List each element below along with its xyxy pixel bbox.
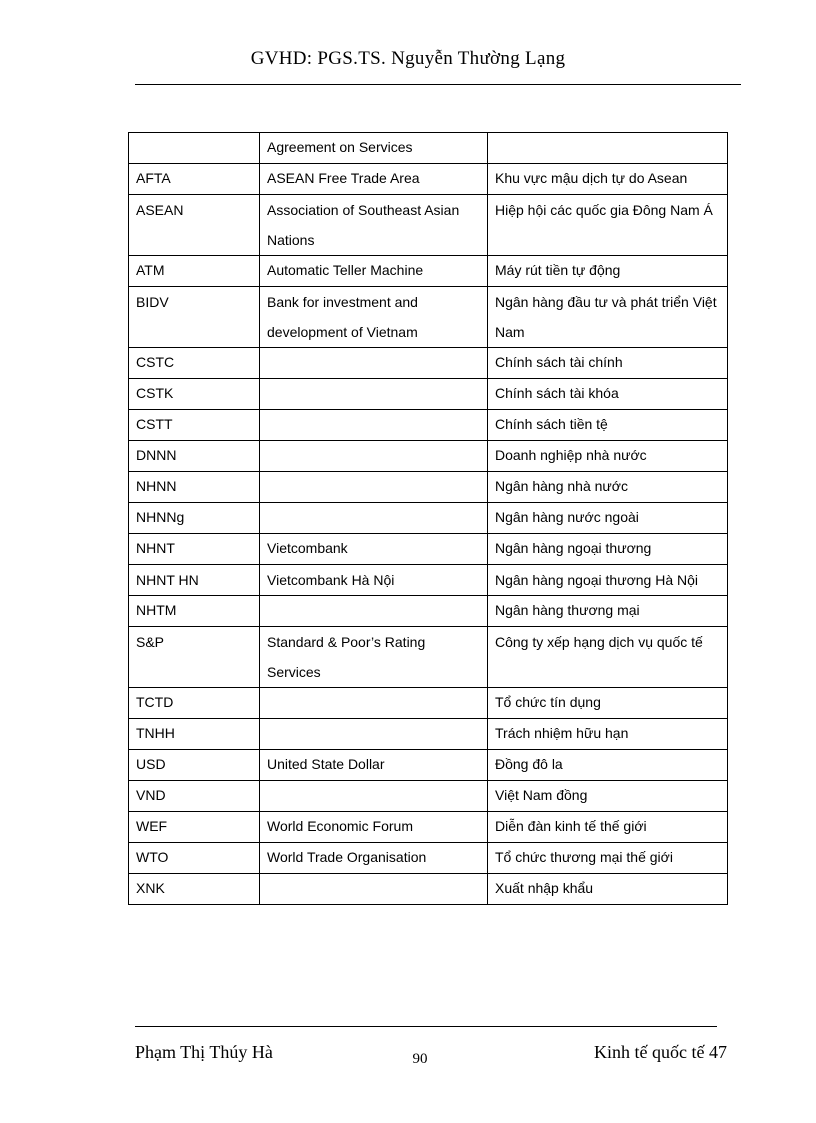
vietnamese-cell: Ngân hàng ngoại thương Hà Nội	[488, 565, 728, 596]
table-row	[129, 133, 728, 164]
table-row	[129, 812, 728, 843]
vietnamese-cell: Tổ chức tín dụng	[488, 688, 728, 719]
abbr-cell: TCTD	[129, 688, 260, 719]
english-cell	[260, 441, 488, 472]
abbr-cell: NHNNg	[129, 503, 260, 534]
english-cell: Association of Southeast Asian Nations	[260, 195, 488, 256]
abbr-cell: CSTT	[129, 410, 260, 441]
footer-class: Kinh tế quốc tế 47	[594, 1042, 727, 1062]
vietnamese-cell: Hiệp hội các quốc gia Đông Nam Á	[488, 195, 728, 256]
vietnamese-cell: Chính sách tài chính	[488, 348, 728, 379]
vietnamese-cell: Tổ chức thương mại thế giới	[488, 843, 728, 874]
table-row	[129, 164, 728, 195]
abbr-cell: ATM	[129, 256, 260, 287]
vietnamese-cell: Máy rút tiền tự động	[488, 256, 728, 287]
english-cell: Bank for investment and development of Vietnam	[260, 287, 488, 348]
english-cell: ASEAN Free Trade Area	[260, 164, 488, 195]
vietnamese-cell: Khu vực mậu dịch tự do Asean	[488, 164, 728, 195]
abbreviation-table	[128, 132, 728, 905]
table-row	[129, 750, 728, 781]
table-row	[129, 627, 728, 688]
table-row	[129, 348, 728, 379]
page-header-title: GVHD: PGS.TS. Nguyễn Thường Lạng	[250, 48, 566, 69]
footer-divider	[135, 1026, 717, 1027]
vietnamese-cell: Ngân hàng nước ngoài	[488, 503, 728, 534]
vietnamese-cell: Ngân hàng đầu tư và phát triển Việt Nam	[488, 287, 728, 348]
abbr-cell: ASEAN	[129, 195, 260, 256]
table-row	[129, 534, 728, 565]
table-row	[129, 287, 728, 348]
english-cell: Automatic Teller Machine	[260, 256, 488, 287]
vietnamese-cell: Việt Nam đồng	[488, 781, 728, 812]
abbr-cell: TNHH	[129, 719, 260, 750]
abbr-cell: WEF	[129, 812, 260, 843]
abbr-cell: XNK	[129, 874, 260, 905]
english-cell: Vietcombank	[260, 534, 488, 565]
vietnamese-cell: Chính sách tiền tệ	[488, 410, 728, 441]
header-divider	[135, 84, 741, 85]
vietnamese-cell	[488, 133, 728, 164]
page-number: 90	[412, 1051, 428, 1067]
table-row	[129, 781, 728, 812]
english-cell	[260, 472, 488, 503]
abbr-cell: AFTA	[129, 164, 260, 195]
abbr-cell: S&P	[129, 627, 260, 688]
vietnamese-cell: Doanh nghiệp nhà nước	[488, 441, 728, 472]
english-cell: Standard & Poor’s Rating Services	[260, 627, 488, 688]
vietnamese-cell: Ngân hàng nhà nước	[488, 472, 728, 503]
table-row	[129, 596, 728, 627]
table-row	[129, 719, 728, 750]
footer-author: Phạm Thị Thúy Hà	[135, 1042, 273, 1062]
table-row	[129, 410, 728, 441]
english-cell	[260, 596, 488, 627]
abbr-cell: NHNT	[129, 534, 260, 565]
abbr-cell: VND	[129, 781, 260, 812]
abbr-cell: BIDV	[129, 287, 260, 348]
english-cell	[260, 719, 488, 750]
table-row	[129, 503, 728, 534]
english-cell	[260, 688, 488, 719]
english-cell: World Economic Forum	[260, 812, 488, 843]
table-row	[129, 195, 728, 256]
abbr-cell: CSTK	[129, 379, 260, 410]
table-row	[129, 472, 728, 503]
vietnamese-cell: Ngân hàng ngoại thương	[488, 534, 728, 565]
abbr-cell: NHNN	[129, 472, 260, 503]
vietnamese-cell: Chính sách tài khóa	[488, 379, 728, 410]
english-cell: Vietcombank Hà Nội	[260, 565, 488, 596]
table-row	[129, 565, 728, 596]
table-row	[129, 843, 728, 874]
english-cell: World Trade Organisation	[260, 843, 488, 874]
abbr-cell: CSTC	[129, 348, 260, 379]
abbr-cell: WTO	[129, 843, 260, 874]
vietnamese-cell: Trách nhiệm hữu hạn	[488, 719, 728, 750]
abbr-cell: DNNN	[129, 441, 260, 472]
vietnamese-cell: Đồng đô la	[488, 750, 728, 781]
table-row	[129, 874, 728, 905]
vietnamese-cell: Ngân hàng thương mại	[488, 596, 728, 627]
english-cell	[260, 410, 488, 441]
abbr-cell: NHTM	[129, 596, 260, 627]
vietnamese-cell: Công ty xếp hạng dịch vụ quốc tế	[488, 627, 728, 688]
vietnamese-cell: Xuất nhập khẩu	[488, 874, 728, 905]
table-row	[129, 688, 728, 719]
table-row	[129, 256, 728, 287]
english-cell	[260, 379, 488, 410]
english-cell	[260, 503, 488, 534]
english-cell	[260, 874, 488, 905]
english-cell: United State Dollar	[260, 750, 488, 781]
table-row	[129, 441, 728, 472]
english-cell	[260, 348, 488, 379]
english-cell	[260, 781, 488, 812]
abbr-cell: USD	[129, 750, 260, 781]
abbr-cell: NHNT HN	[129, 565, 260, 596]
abbr-cell	[129, 133, 260, 164]
english-cell: Agreement on Services	[260, 133, 488, 164]
vietnamese-cell: Diễn đàn kinh tế thế giới	[488, 812, 728, 843]
table-row	[129, 379, 728, 410]
